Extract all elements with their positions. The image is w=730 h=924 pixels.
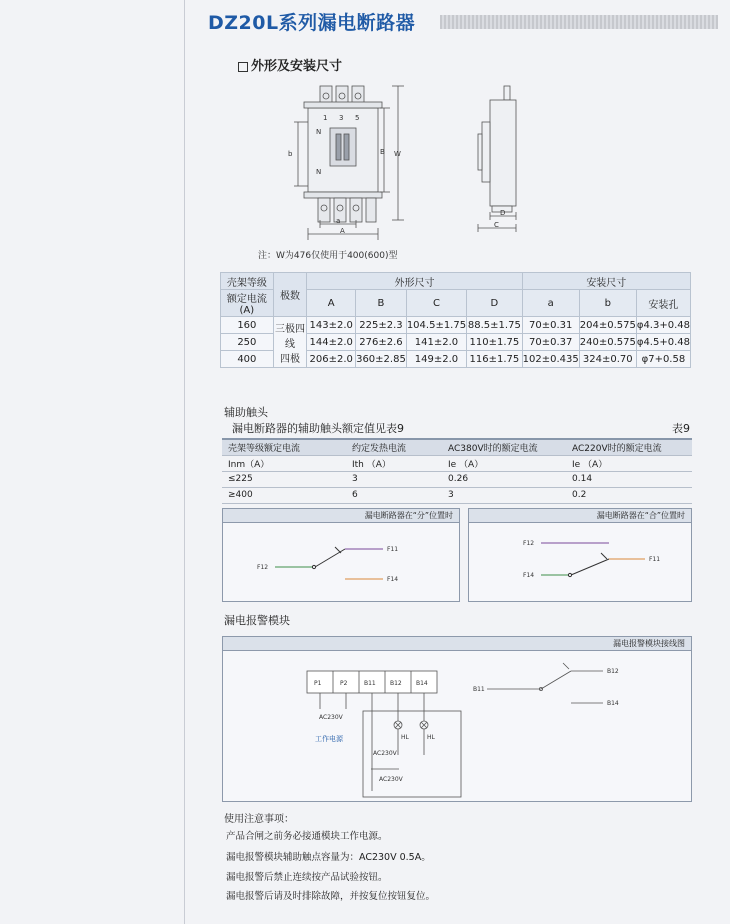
mark-n-bottom: N (316, 168, 322, 176)
cell: φ7+0.58 (636, 351, 690, 368)
cell: 102±0.435 (522, 351, 579, 368)
cell: 3 (442, 487, 566, 503)
switch-closed-box (468, 508, 692, 602)
cell: 360±2.85 (356, 351, 407, 368)
cell: 116±1.75 (467, 351, 523, 368)
b14-label: B14 (607, 700, 619, 707)
alarm-wiring-diagram (223, 651, 691, 801)
cell: 400 (221, 351, 274, 368)
aux-header-row (222, 439, 692, 455)
aux-table-number: 表9 (672, 422, 690, 435)
cell: 250 (221, 334, 274, 351)
dim-label-b: b (288, 150, 293, 158)
aux-table (222, 438, 692, 504)
dim-label-a: a (336, 217, 341, 225)
th-current: 额定电流(A) (221, 290, 274, 317)
f14-label: F14 (387, 576, 399, 583)
checkbox-icon (238, 62, 248, 72)
mark-n-top: N (316, 128, 322, 136)
dims-note: 注：W为476仅使用于400(600)型 (258, 251, 398, 261)
cell: 149±2.0 (406, 351, 466, 368)
table-row (222, 487, 692, 503)
cell: ≤225 (222, 471, 346, 487)
cell: 88.5±1.75 (467, 317, 523, 334)
power-label: 工作电源 (315, 735, 343, 743)
aux-th: 约定发热电流 (346, 439, 442, 455)
terminal-p2: P2 (340, 680, 348, 687)
aux-th: AC220V时的额定电流 (566, 439, 692, 455)
cell: 3 (346, 471, 442, 487)
switch-open-diagram (223, 523, 459, 601)
hl-label-1: HL (401, 734, 409, 741)
hl-label-2: HL (427, 734, 435, 741)
section-title-dims (238, 55, 342, 74)
th-poles: 极数 (273, 273, 307, 317)
cell: 160 (221, 317, 274, 334)
alarm-box-title: 漏电报警模块接线图 (223, 637, 691, 651)
th-install: 安装尺寸 (522, 273, 690, 290)
aux-th: AC380V时的额定电流 (442, 439, 566, 455)
usage-item: 漏电报警模块辅助触点容量为：AC230V 0.5A。 (226, 852, 431, 863)
th-frame: 壳架等级 (221, 273, 274, 290)
terminal-p1: P1 (314, 680, 322, 687)
cell: 6 (346, 487, 442, 503)
cell: 104.5±1.75 (406, 317, 466, 334)
b11-label: B11 (473, 686, 485, 693)
cell: 0.14 (566, 471, 692, 487)
cell: 143±2.0 (307, 317, 356, 334)
th-col-b: b (579, 290, 636, 317)
side-view-drawing (468, 84, 528, 236)
cell: Inm（A） (222, 455, 346, 471)
th-col-a: a (522, 290, 579, 317)
page-title: DZ20L系列漏电断路器 (208, 12, 416, 34)
cell: 70±0.31 (522, 317, 579, 334)
cell: 0.2 (566, 487, 692, 503)
cell: φ4.5+0.48 (636, 334, 690, 351)
table-row (222, 471, 692, 487)
switch-closed-diagram (469, 523, 691, 601)
dim-label-W: W (394, 150, 401, 158)
cell: φ4.3+0.48 (636, 317, 690, 334)
th-col-C: C (406, 290, 466, 317)
th-col-B: B (356, 290, 407, 317)
title-decor-bar (440, 15, 718, 29)
cell: Ie （A） (566, 455, 692, 471)
usage-item: 漏电报警后禁止连续按产品试验按钮。 (226, 872, 388, 883)
ac-label-mid: AC230V (373, 750, 397, 757)
cell: Ie （A） (442, 455, 566, 471)
aux-subtitle: 漏电断路器的辅助触头额定值见表9 (232, 422, 404, 435)
dim-label-D: D (500, 209, 506, 217)
usage-item: 产品合闸之前务必接通模块工作电源。 (226, 831, 388, 842)
poles-line1: 三极四线 (275, 323, 306, 350)
f14-label: F14 (523, 572, 535, 579)
usage-title: 使用注意事项： (224, 814, 294, 825)
cell: 225±2.3 (356, 317, 407, 334)
cell: 144±2.0 (307, 334, 356, 351)
switch-open-title: 漏电断路器在“分”位置时 (223, 509, 459, 523)
terminal-b11: B11 (364, 680, 376, 687)
f12-label: F12 (257, 564, 269, 571)
cell: Ith （A） (346, 455, 442, 471)
cell: 240±0.575 (579, 334, 636, 351)
table-row (221, 317, 691, 334)
th-col-hole: 安装孔 (636, 290, 690, 317)
terminal-label-5: 5 (355, 114, 360, 122)
f12-label: F12 (523, 540, 535, 547)
margin-line (184, 0, 185, 924)
dim-label-A: A (340, 227, 345, 235)
cell: 276±2.6 (356, 334, 407, 351)
dim-label-C: C (494, 221, 499, 229)
terminal-label-3: 3 (339, 114, 344, 122)
usage-item: 漏电报警后请及时排除故障，并按复位按钮复位。 (226, 891, 436, 902)
cell: 70±0.37 (522, 334, 579, 351)
section-dims-label: 外形及安装尺寸 (251, 59, 343, 74)
switch-open-box (222, 508, 460, 602)
f11-label: F11 (387, 546, 399, 553)
ac-label-bot: AC230V (379, 776, 403, 783)
dim-label-B: B (380, 148, 385, 156)
th-outline: 外形尺寸 (307, 273, 522, 290)
b12-label: B12 (607, 668, 619, 675)
cell: 0.26 (442, 471, 566, 487)
f11-label: F11 (649, 556, 661, 563)
poles-cell (273, 317, 307, 368)
dims-table (220, 272, 691, 368)
cell: 204±0.575 (579, 317, 636, 334)
cell: 206±2.0 (307, 351, 356, 368)
cell: 141±2.0 (406, 334, 466, 351)
th-col-A: A (307, 290, 356, 317)
front-view-drawing (280, 82, 410, 248)
margin-notch (184, 210, 188, 224)
terminal-b12: B12 (390, 680, 402, 687)
aux-title: 辅助触头 (224, 406, 268, 419)
alarm-title: 漏电报警模块 (224, 614, 290, 627)
ac-label-top: AC230V (319, 714, 343, 721)
cell: 324±0.70 (579, 351, 636, 368)
cell: ≥400 (222, 487, 346, 503)
cell: 110±1.75 (467, 334, 523, 351)
alarm-box (222, 636, 692, 802)
poles-line2: 四极 (280, 353, 301, 365)
aux-th: 壳架等级额定电流 (222, 439, 346, 455)
switch-closed-title: 漏电断路器在“合”位置时 (469, 509, 691, 523)
terminal-b14: B14 (416, 680, 428, 687)
table-row (222, 455, 692, 471)
th-col-D: D (467, 290, 523, 317)
terminal-label-1: 1 (323, 114, 328, 122)
